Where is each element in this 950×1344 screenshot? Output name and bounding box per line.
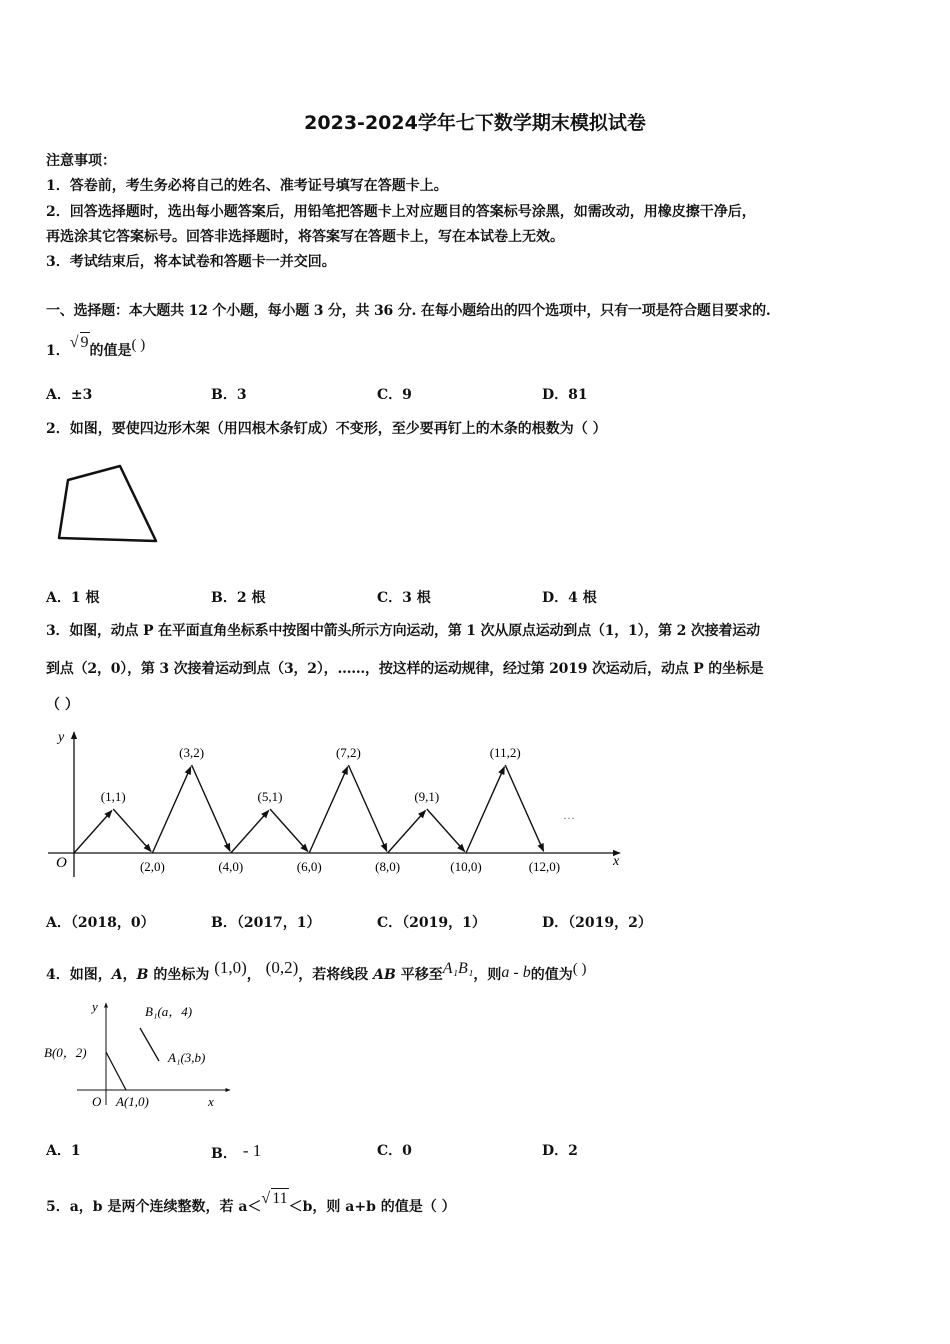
q4-option-b-letter: B．	[211, 1146, 237, 1162]
q4-point-a: A	[111, 967, 123, 983]
question-3-line-1: 3．如图，动点 P 在平面直角坐标系中按图中箭头所示方向运动，第 1 次从原点运动到点（1，1），第 2 次接着运动	[46, 623, 760, 639]
quadrilateral-figure	[50, 455, 170, 550]
motion-segment-5	[231, 810, 269, 853]
q4-option-d[interactable]: D．2	[542, 1143, 578, 1159]
point-label-9: (9,1)	[414, 789, 440, 804]
question-3-line-3: （ ）	[46, 697, 79, 713]
point-label-4: (4,0)	[218, 859, 244, 874]
segment-a1b1	[140, 1028, 159, 1061]
q4-text-2: 的坐标为	[148, 967, 210, 983]
question-5	[46, 1188, 456, 1217]
q2-option-c[interactable]: C．3 根	[377, 590, 431, 606]
point-label-5: (5,1)	[257, 789, 283, 804]
point-label-3: (3,2)	[179, 745, 205, 760]
y-axis-label: y	[58, 730, 65, 745]
motion-segment-10	[427, 809, 465, 852]
label-a: A(1,0)	[116, 1094, 149, 1109]
motion-segment-2	[113, 809, 151, 852]
q4-text-6: 的值为	[530, 967, 573, 983]
notice-item-3: 3．考试结束后，将本试卷和答题卡一并交回。	[46, 254, 336, 270]
label-a1: A₁(3,b)	[168, 1050, 206, 1065]
q4-text-5: ，则	[473, 967, 502, 983]
q3-option-b[interactable]: B．（2017，1）	[211, 915, 321, 931]
q4-option-a[interactable]: A．1	[46, 1143, 81, 1159]
point-label-11: (11,2)	[489, 745, 521, 760]
translation-figure	[42, 995, 242, 1115]
motion-segment-12	[505, 765, 543, 851]
ellipsis-label: ···	[563, 811, 575, 825]
point-label-7: (7,2)	[335, 745, 361, 760]
q3-option-a[interactable]: A．（2018，0）	[46, 915, 155, 931]
q4-separator: ，	[246, 967, 261, 983]
label-b1: B₁(a，4)	[145, 1004, 193, 1019]
fig4-x-label: x	[208, 1094, 214, 1109]
point-label-8: (8,0)	[375, 859, 401, 874]
q2-option-d[interactable]: D．4 根	[542, 590, 597, 606]
q1-number: 1．	[46, 343, 70, 359]
sqrt-11: √ 11	[261, 1190, 288, 1207]
q3-option-c[interactable]: C．（2019，1）	[377, 915, 486, 931]
q1-answer-paren: ( )	[131, 337, 146, 353]
q5-radicand: 11	[272, 1190, 288, 1207]
q1-option-a[interactable]: A．±3	[46, 387, 93, 403]
q1-option-d[interactable]: D．81	[542, 387, 588, 403]
q4-text-4: 平移至	[395, 967, 443, 983]
q4-option-b-value: - 1	[242, 1141, 262, 1160]
notice-item-1: 1．答卷前，考生务必将自己的姓名、准考证号填写在答题卡上。	[46, 178, 448, 194]
q4-comma: ，	[122, 967, 137, 983]
fig4-y-label: y	[92, 999, 98, 1014]
quadrilateral-frame	[59, 466, 156, 541]
point-label-6: (6,0)	[296, 859, 322, 874]
q4-point-b: B	[136, 967, 149, 983]
fig4-origin: O	[92, 1094, 102, 1109]
q2-option-a[interactable]: A．1 根	[46, 590, 100, 606]
q3-option-d[interactable]: D．（2019，2）	[542, 915, 652, 931]
question-4	[46, 958, 586, 985]
motion-segment-11	[466, 767, 504, 853]
point-label-10: (10,0)	[450, 859, 482, 874]
motion-path-chart	[40, 722, 640, 882]
q4-option-b[interactable]	[211, 1141, 261, 1164]
page-title: 2023-2024学年七下数学期末模拟试卷	[304, 112, 646, 134]
q4-text-1: 4．如图，	[46, 967, 112, 983]
q4-expression: a - b	[501, 964, 531, 981]
q4-answer-paren: ( )	[572, 961, 587, 977]
q4-segment-a1b1: A₁B₁	[442, 960, 474, 977]
motion-segment-8	[348, 765, 386, 851]
notice-item-2b: 再选涂其它答案标号。回答非选择题时，将答案写在答题卡上，写在本试卷上无效。	[46, 229, 564, 245]
motion-segment-3	[152, 767, 190, 853]
q1-option-b[interactable]: B．3	[211, 387, 247, 403]
label-b: B(0，2)	[44, 1045, 87, 1060]
q1-option-c[interactable]: C．9	[377, 387, 412, 403]
motion-segment-1	[74, 810, 112, 853]
point-label-1: (1,1)	[100, 789, 126, 804]
x-axis-label: x	[613, 854, 620, 869]
q2-option-b[interactable]: B．2 根	[211, 590, 266, 606]
q4-segment-ab: AB	[373, 967, 396, 983]
question-2: 2．如图，要使四边形木架（用四根木条钉成）不变形，至少要再钉上的木条的根数为（ ）	[46, 421, 607, 437]
notice-heading: 注意事项：	[46, 153, 116, 169]
q5-text-1: 5．a，b 是两个连续整数，若 a＜	[46, 1199, 262, 1215]
q5-text-2: ＜b，则 a+b 的值是（ ）	[288, 1199, 456, 1215]
q4-option-c[interactable]: C．0	[377, 1143, 412, 1159]
motion-segment-4	[192, 765, 230, 851]
origin-label: O	[56, 855, 67, 871]
q4-coord-a: (1,0)	[214, 958, 247, 977]
notice-item-2a: 2．回答选择题时，选出每小题答案后，用铅笔把答题卡上对应题目的答案标号涂黑，如需改动，用橡皮擦干净后，	[46, 204, 756, 220]
q4-text-3: ，若将线段	[298, 967, 374, 983]
motion-segment-7	[309, 767, 347, 853]
section-heading: 一、选择题：本大题共 12 个小题，每小题 3 分，共 36 分. 在每小题给出的四个选项中，只有一项是符合题目要求的.	[46, 303, 771, 319]
q1-radicand: 9	[80, 334, 89, 351]
point-label-2: (2,0)	[139, 859, 165, 874]
q4-coord-b: (0,2)	[265, 958, 299, 977]
q1-text: 的值是	[89, 343, 132, 359]
sqrt-expression: √ 9	[69, 334, 89, 351]
point-label-12: (12,0)	[528, 859, 561, 874]
motion-segment-6	[270, 809, 308, 852]
motion-segment-9	[388, 810, 426, 853]
segment-ab	[106, 1052, 126, 1090]
question-1	[46, 332, 145, 361]
question-3-line-2: 到点（2，0），第 3 次接着运动到点（3，2），……，按这样的运动规律，经过第 2019 次运动后，动点 P 的坐标是	[46, 661, 764, 677]
